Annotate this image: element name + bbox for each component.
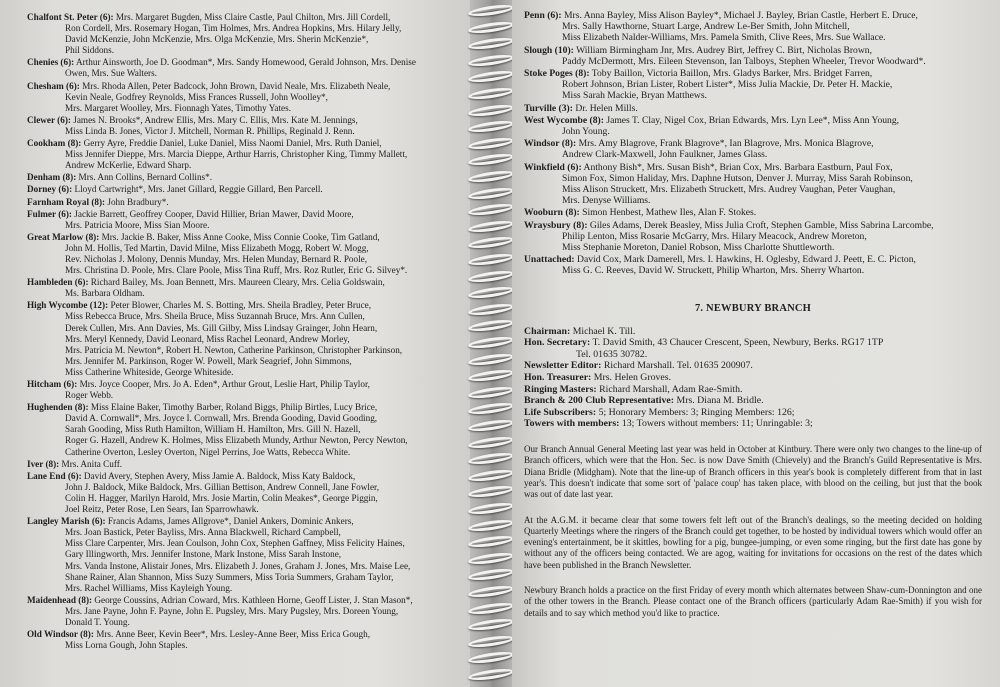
- tower-name: Great Marlow (8):: [27, 231, 100, 242]
- member-names: Mrs. Meryl Kennedy, David Leonard, Miss Rachel Leonard, Andrew Morley,: [65, 333, 350, 344]
- tower-entry: [27, 516, 450, 594]
- officer-value: Mrs. Helen Groves.: [593, 372, 672, 384]
- tower-name: West Wycombe (8):: [524, 114, 604, 126]
- binding-ring: [468, 584, 515, 599]
- binding-ring: [468, 418, 515, 433]
- tower-name: Slough (10):: [524, 44, 574, 56]
- member-names: Philip Lenton, Miss Rosarie McGarry, Mrs. Hilary Meacock, Andrew Moreton,: [562, 230, 867, 242]
- binding-ring: [468, 600, 515, 615]
- member-names: James T. Clay, Nigel Cox, Brian Edwards, Mrs. Lyn Lee*, Miss Ann Young,: [606, 114, 900, 126]
- tower-entry: [524, 45, 982, 67]
- member-names: Miss Jennifer Dieppe, Mrs. Marcia Dieppe, Arthur Harris, Christopher King, Timmy Mallett,: [65, 149, 408, 160]
- tower-name: Wraysbury (8):: [524, 219, 588, 231]
- binding-ring: [468, 501, 515, 516]
- member-names: Dr. Helen Mills.: [575, 102, 638, 114]
- binding-ring: [468, 185, 515, 200]
- officer-value: Richard Marshall. Tel. 01635 200907.: [603, 360, 753, 372]
- member-names: Mrs. Anita Cuff.: [61, 458, 123, 469]
- tower-entry: [27, 197, 450, 208]
- tower-entry: [524, 207, 982, 218]
- binding-ring: [468, 119, 515, 134]
- tower-name: Chesham (6):: [27, 80, 80, 91]
- tower-entry: [524, 254, 982, 276]
- binding-ring: [468, 650, 515, 665]
- officer-label: Ringing Masters:: [524, 383, 597, 395]
- tower-name: Stoke Poges (8):: [524, 68, 590, 80]
- tower-entry: [27, 402, 450, 457]
- member-names: Miss Stephanie Moreton, Daniel Robson, Miss Charlotte Shuttleworth.: [562, 242, 835, 254]
- officer-line: [524, 395, 982, 407]
- member-names: Mrs. Anna Bayley, Miss Alison Bayley*, Michael J. Bayley, Brian Castle, Herbert E. Druce,: [563, 10, 918, 21]
- tower-name: Clewer (6):: [27, 114, 71, 125]
- officer-value: Michael K. Till.: [572, 325, 636, 337]
- binding-ring: [468, 351, 515, 366]
- member-names: Richard Bailey, Ms. Joan Bennett, Mrs. Maureen Cleary, Mrs. Celia Goldswain,: [90, 277, 385, 288]
- member-names: Miss Elizabeth Nalder-Williams, Mrs. Pamela Smith, Clive Rees, Mrs. Sue Wallace.: [562, 32, 886, 44]
- member-names: Ms. Barbara Oldham.: [65, 288, 145, 299]
- member-names: Andrew Clark-Maxwell, John Faulkner, James Glass.: [562, 149, 768, 161]
- tower-entry: [27, 172, 450, 183]
- tower-entry: [524, 68, 982, 102]
- member-names: Peter Blower, Charles M. S. Botting, Mrs. Sheila Bradley, Peter Bruce,: [110, 300, 372, 311]
- member-names: Miss Alison Struckett, Mrs. Elizabeth Struckett, Mrs. Audrey Vaughan, Peter Vaughan,: [562, 184, 896, 196]
- tower-entry: [27, 57, 450, 79]
- binding-ring: [468, 534, 515, 549]
- member-names: Sarah Gooding, Miss Ruth Hamilton, William H. Hamilton, Mrs. Gill N. Hazell,: [65, 424, 361, 435]
- member-names: Arthur Ainsworth, Joe D. Goodman*, Mrs. Sandy Homewood, Gerald Johnson, Mrs. Denise: [76, 57, 416, 68]
- member-names: Owen, Mrs. Sue Walters.: [65, 68, 157, 79]
- binding-ring: [468, 19, 515, 34]
- binding-ring: [468, 302, 515, 317]
- left-page: [0, 0, 470, 687]
- member-names: Rev. Nicholas J. Molony, Dennis Munday, Mrs. Helen Munday, Bernard R. Poole,: [65, 253, 368, 264]
- member-names: Mrs. Margaret Woolley, Mrs. Fionnagh Yates, Timothy Yates.: [65, 102, 291, 113]
- officer-line: [524, 418, 982, 430]
- tower-name: High Wycombe (12):: [27, 300, 109, 311]
- officer-label: Chairman:: [524, 325, 571, 337]
- member-names: Kevin Neale, Godfrey Reynolds, Miss Frances Russell, John Woolley*,: [65, 91, 328, 102]
- tower-name: Farnham Royal (8):: [27, 196, 106, 207]
- member-names: Mrs. Jackie B. Baker, Miss Anne Cooke, Miss Connie Cooke, Tim Gatland,: [101, 231, 380, 242]
- tower-entry: [27, 81, 450, 114]
- tower-entry: [524, 138, 982, 160]
- member-names: Roger G. Hazell, Andrew K. Holmes, Miss Elizabeth Mundy, Arthur Newton, Percy Newton,: [65, 435, 408, 446]
- officer-value: 13; Towers without members: 11; Unringable: 3;: [621, 418, 813, 430]
- tower-name: Winkfield (6):: [524, 161, 582, 173]
- tower-entry: [524, 10, 982, 44]
- member-names: David Cox, Mark Damerell, Mrs. I. Hawkins, H. Oglesby, Edward J. Peett, E. C. Picton,: [577, 254, 916, 266]
- tower-entry: [27, 232, 450, 276]
- member-names: Mrs. Christina D. Poole, Mrs. Clare Poole, Miss Tina Ruff, Mrs. Roz Rutler, Eric G. Silvey*.: [65, 265, 408, 276]
- member-names: Gary Illingworth, Mrs. Jennifer Instone, Mark Instone, Miss Sarah Instone,: [65, 549, 342, 560]
- tower-entry: [27, 300, 450, 378]
- member-names: Ron Cordell, Mrs. Rosemary Hogan, Tim Holmes, Mrs. Andrea Hopkins, Mrs. Hilary Jelly,: [65, 23, 402, 34]
- member-names: Miss Linda B. Jones, Victor J. Mitchell, Norman R. Phillips, Reginald J. Renn.: [65, 125, 355, 136]
- officer-line: [524, 326, 982, 338]
- member-names: Roger Webb.: [65, 390, 114, 401]
- binding-ring: [468, 335, 515, 350]
- member-names: Miss Clare Carpenter, Mrs. Jean Coulson, John Cox, Stephen Gaffney, Miss Felicity Haines,: [65, 538, 405, 549]
- tower-entry: [27, 379, 450, 401]
- tower-entry: [27, 12, 450, 56]
- member-names: Lloyd Cartwright*, Mrs. Janet Gillard, Reggie Gillard, Ben Parcell.: [74, 184, 323, 195]
- member-names: Mrs. Rachel Williams, Miss Kayleigh Young.: [65, 582, 233, 593]
- tower-entry: [27, 277, 450, 299]
- report-paragraph: At the A.G.M. it became clear that some towers felt left out of the Branch's dealings, so the meeting decided on holding Quarterly Meetings where the ringers of the Branch could get together, to be hosted by individual towers which would offer an evening's entertainment, be it skittles, bowling for a pig, bungee-jumping, or even some ringing, but the first date has gone by without any of the officers being contacted. We are agog, waiting for invitations for occasions on the rest of the dates which have been published in the Branch Newsletter.: [524, 514, 982, 570]
- member-names: Mrs. Joan Bastick, Peter Bayliss, Mrs. Anna Blackwell, Richard Campbell,: [65, 527, 341, 538]
- member-names: Mrs. Margaret Bugden, Miss Claire Castle, Paul Chilton, Mrs. Jill Cordell,: [115, 12, 391, 22]
- binding-ring: [468, 219, 515, 234]
- binding-ring: [468, 451, 515, 466]
- tower-name: Unattached:: [524, 254, 575, 266]
- binding-ring: [468, 136, 515, 151]
- officer-label: Hon. Treasurer:: [524, 372, 592, 384]
- tower-name: Turville (3):: [524, 102, 573, 114]
- tower-name: Windsor (8):: [524, 138, 577, 150]
- binding-ring: [468, 3, 515, 18]
- member-names: Jackie Barrett, Geoffrey Cooper, David Hillier, Brian Mawer, David Moore,: [74, 208, 354, 219]
- officer-line: [524, 360, 982, 372]
- binding-ring: [468, 69, 515, 84]
- tower-entry: [524, 103, 982, 114]
- officer-line: [524, 384, 982, 396]
- tower-name: Fulmer (6):: [27, 208, 72, 219]
- binding-ring: [468, 634, 515, 649]
- member-names: James N. Brooks*, Andrew Ellis, Mrs. Mary C. Ellis, Mrs. Kate M. Jennings,: [73, 114, 358, 125]
- tower-name: Wooburn (8):: [524, 207, 580, 219]
- officer-label: Newsletter Editor:: [524, 360, 602, 372]
- binding-ring: [468, 152, 515, 167]
- binding-ring: [468, 401, 515, 416]
- member-names: Simon Henbest, Mathew Iles, Alan F. Stokes.: [582, 207, 757, 219]
- report-paragraph: Our Branch Annual General Meeting last year was held in October at Kintbury. There were only two changes to the line-up of Branch officers, which were that the Hon. Sec. is now Dave Smith (Chievely) and the Branch's Guild Representative is Mrs. Diana Bridle (Midgham). Note that the line-up of Branch officers in this year's book is completely different from that in last year's. This doesn't indicate that some sort of 'palace coup' has taken place, with blood on the ceiling, but just that the book was out of date last year.: [524, 444, 982, 500]
- tower-entry: [27, 209, 450, 231]
- tower-name: Hughenden (8):: [27, 402, 89, 413]
- report-paragraph: Newbury Branch holds a practice on the first Friday of every month which alternates between Shaw-cum-Donnington and one of the other towers in the Branch. Please contact one of the Branch officers (particularly Adam Rae-Smith) if you wish for details and to say which method you'd like to practice.: [524, 584, 982, 618]
- tower-entry: [524, 115, 982, 137]
- officer-extra: Tel. 01635 30782.: [576, 348, 648, 360]
- member-names: Shane Rainer, Alan Shannon, Miss Suzy Summers, Miss Toria Summers, Graham Taylor,: [65, 571, 394, 582]
- officer-value: Mrs. Diana M. Bridle.: [676, 395, 764, 407]
- binding-ring: [468, 551, 515, 566]
- member-names: Donald T. Young.: [65, 616, 130, 627]
- officer-line: [524, 372, 982, 384]
- member-names: Paddy McDermott, Mrs. Eileen Stevenson, Ian Talboys, Stephen Wheeler, Trevor Woodward*.: [562, 55, 926, 67]
- member-names: Miss Sarah Mackie, Bryan Matthews.: [562, 90, 707, 102]
- member-names: Mrs. Amy Blagrove, Frank Blagrove*, Ian Blagrove, Mrs. Monica Blagrove,: [578, 138, 874, 150]
- officer-label: Branch & 200 Club Representative:: [524, 395, 675, 407]
- member-names: John M. Hollis, Ted Martin, David Milne, Miss Elizabeth Mogg, Robert W. Mogg,: [65, 242, 369, 253]
- member-names: Joel Reitz, Peter Rose, Len Sears, Ian Sparrowhawk.: [65, 504, 259, 515]
- officer-label: Hon. Secretary:: [524, 337, 591, 349]
- member-names: Mrs. Sally Hawthorne, Stuart Large, Andrew Le-Ber Smith, John Mitchell,: [562, 21, 850, 33]
- member-names: Mrs. Vanda Instone, Alistair Jones, Mrs. Elizabeth J. Jones, Graham J. Jones, Mrs. Maise Lee,: [65, 560, 411, 571]
- binding-ring: [468, 667, 515, 682]
- member-names: Mrs. Ann Collins, Bernard Collins*.: [78, 172, 213, 183]
- tower-name: Penn (6):: [524, 10, 562, 21]
- tower-name: Dorney (6):: [27, 184, 73, 195]
- binding-ring: [468, 202, 515, 217]
- tower-entry: [524, 220, 982, 254]
- right-page: [512, 0, 1000, 687]
- member-names: Miss Rebecca Bruce, Mrs. Sheila Bruce, Miss Suzannah Bruce, Mrs. Ann Cullen,: [65, 311, 365, 322]
- member-names: Phil Siddons.: [65, 45, 115, 56]
- tower-entry: [27, 629, 450, 651]
- member-names: Mrs. Anne Beer, Kevin Beer*, Mrs. Lesley-Anne Beer, Miss Erica Gough,: [96, 629, 370, 640]
- branch-heading: 7. NEWBURY BRANCH: [694, 302, 812, 314]
- member-names: Mrs. Patricia M. Newton*, Robert H. Newton, Catherine Parkinson, Christopher Parkinson,: [65, 344, 403, 355]
- tower-entry: [27, 184, 450, 195]
- member-names: William Birmingham Jnr, Mrs. Audrey Birt, Jeffrey C. Birt, Nicholas Brown,: [576, 44, 872, 56]
- binding-ring: [468, 434, 515, 449]
- binding-ring: [468, 86, 515, 101]
- member-names: Mrs. Denyse Williams.: [562, 195, 651, 207]
- binding-ring: [468, 318, 515, 333]
- binding-ring: [468, 53, 515, 68]
- tower-name: Old Windsor (8):: [27, 629, 94, 640]
- binding-ring: [468, 268, 515, 283]
- tower-name: Lane End (6):: [27, 470, 82, 481]
- tower-entry: [27, 459, 450, 470]
- member-names: John Bradbury*.: [107, 196, 169, 207]
- binding-ring: [468, 567, 515, 582]
- tower-name: Cookham (8):: [27, 138, 82, 149]
- binding-ring: [468, 517, 515, 532]
- officer-value: Richard Marshall, Adam Rae-Smith.: [599, 383, 743, 395]
- member-names: Derek Cullen, Mrs. Ann Davies, Ms. Gill Gilby, Miss Lindsay Grainger, John Hearn,: [65, 322, 378, 333]
- officer-line: [524, 407, 982, 419]
- member-names: Francis Adams, James Allgrove*, Daniel Ankers, Dominic Ankers,: [107, 516, 354, 527]
- tower-entry: [27, 471, 450, 515]
- branch-report: [524, 444, 982, 619]
- officer-label: Life Subscribers:: [524, 406, 597, 418]
- binding-ring: [468, 169, 515, 184]
- tower-name: Hitcham (6):: [27, 379, 78, 389]
- binding-ring: [468, 468, 515, 483]
- tower-name: Chenies (6):: [27, 57, 75, 68]
- binding-ring: [468, 252, 515, 267]
- tower-name: Denham (8):: [27, 172, 77, 183]
- tower-name: Chalfont St. Peter (6):: [27, 12, 114, 22]
- member-names: Simon Fox, Simon Haliday, Mrs. Daphne Hutson, Denver J. Murray, Miss Sarah Robinson,: [562, 172, 913, 184]
- spiral-binding: [470, 0, 512, 687]
- member-names: Anthony Bish*, Mrs. Susan Bish*, Brian Cox, Mrs. Barbara Eastburn, Paul Fox,: [583, 161, 893, 173]
- tower-list-right: [524, 10, 982, 277]
- binding-ring: [468, 235, 515, 250]
- binding-ring: [468, 36, 515, 51]
- member-names: Mrs. Rhoda Allen, Peter Badcock, John Brown, David Neale, Mrs. Elizabeth Neale,: [82, 80, 391, 91]
- tower-name: Hambleden (6):: [27, 277, 89, 288]
- tower-name: Langley Marish (6):: [27, 516, 106, 527]
- tower-entry: [27, 595, 450, 628]
- officer-value: 5; Honorary Members: 3; Ringing Members: 126;: [598, 406, 795, 418]
- member-names: Mrs. Patricia Moore, Miss Sian Moore.: [65, 219, 210, 230]
- branch-officers: [524, 326, 982, 430]
- tower-name: Maidenhead (8):: [27, 594, 93, 605]
- member-names: Catherine Overton, Lesley Overton, Nigel Perrins, Joe Watts, Rebecca White.: [65, 446, 351, 457]
- member-names: David McKenzie, John McKenzie, Mrs. Olga McKenzie, Mrs. Sherin McKenzie*,: [65, 34, 369, 45]
- member-names: Mrs. Jennifer M. Parkinson, Roger W. Powell, Mark Seagrief, John Simmons,: [65, 355, 352, 366]
- member-names: George Coussins, Adrian Coward, Mrs. Kathleen Horne, Geoff Lister, J. Stan Mason*,: [94, 594, 413, 605]
- member-names: Mrs. Joyce Cooper, Mrs. Jo A. Eden*, Arthur Grout, Leslie Hart, Philip Taylor,: [79, 379, 370, 389]
- member-names: David A. Cornwall*, Mrs. Joyce I. Cornwall, Mrs. Brenda Gooding, David Gooding,: [65, 413, 378, 424]
- tower-entry: [524, 162, 982, 207]
- member-names: Gerry Ayre, Freddie Daniel, Luke Daniel, Miss Naomi Daniel, Mrs. Ruth Daniel,: [83, 138, 382, 149]
- member-names: Colin H. Hagger, Marilyn Harold, Mrs. Josie Martin, Colin Meakes*, George Piggin,: [65, 492, 378, 503]
- binding-ring: [468, 385, 515, 400]
- officer-value: T. David Smith, 43 Chaucer Crescent, Speen, Newbury, Berks. RG17 1TP: [592, 337, 884, 349]
- member-names: John J. Baldock, Mike Baldock, Mrs. Gillian Bettison, Andrew Connell, Jane Fowler,: [65, 481, 380, 492]
- member-names: Robert Johnson, Brian Lister, Robert Lister*, Miss Julia Mackie, Dr. Peter H. Mackie,: [562, 79, 893, 91]
- tower-entry: [27, 115, 450, 137]
- member-names: Miss Elaine Baker, Timothy Barber, Roland Biggs, Philip Birtles, Lucy Brice,: [90, 402, 378, 413]
- member-names: Miss Lorna Gough, John Staples.: [65, 640, 188, 651]
- member-names: Andrew McKerlie, Edward Sharp.: [65, 160, 192, 171]
- tower-entry: [27, 138, 450, 171]
- binding-ring: [468, 368, 515, 383]
- member-names: Giles Adams, Derek Beasley, Miss Julia Croft, Stephen Gamble, Miss Sabrina Larcombe,: [589, 219, 934, 231]
- member-names: Toby Baillon, Victoria Baillon, Mrs. Gladys Barker, Mrs. Bridget Farren,: [591, 68, 873, 80]
- tower-name: Iver (8):: [27, 458, 60, 469]
- member-names: David Avery, Stephen Avery, Miss Jamie A. Baldock, Miss Katy Baldock,: [83, 470, 356, 481]
- officer-label: Towers with members:: [524, 418, 620, 430]
- member-names: John Young.: [562, 126, 610, 138]
- member-names: Miss G. C. Reeves, David W. Struckett, Philip Wharton, Mrs. Sherry Wharton.: [562, 265, 865, 277]
- binding-ring: [468, 484, 515, 499]
- officer-line: [524, 337, 982, 360]
- binding-ring: [468, 617, 515, 632]
- member-names: Mrs. Jane Payne, John F. Payne, John E. Pugsley, Mrs. Mary Pugsley, Mrs. Doreen Young,: [65, 605, 399, 616]
- member-names: Miss Catherine Whiteside, George Whiteside.: [65, 366, 234, 377]
- binding-ring: [468, 102, 515, 117]
- binding-ring: [468, 285, 515, 300]
